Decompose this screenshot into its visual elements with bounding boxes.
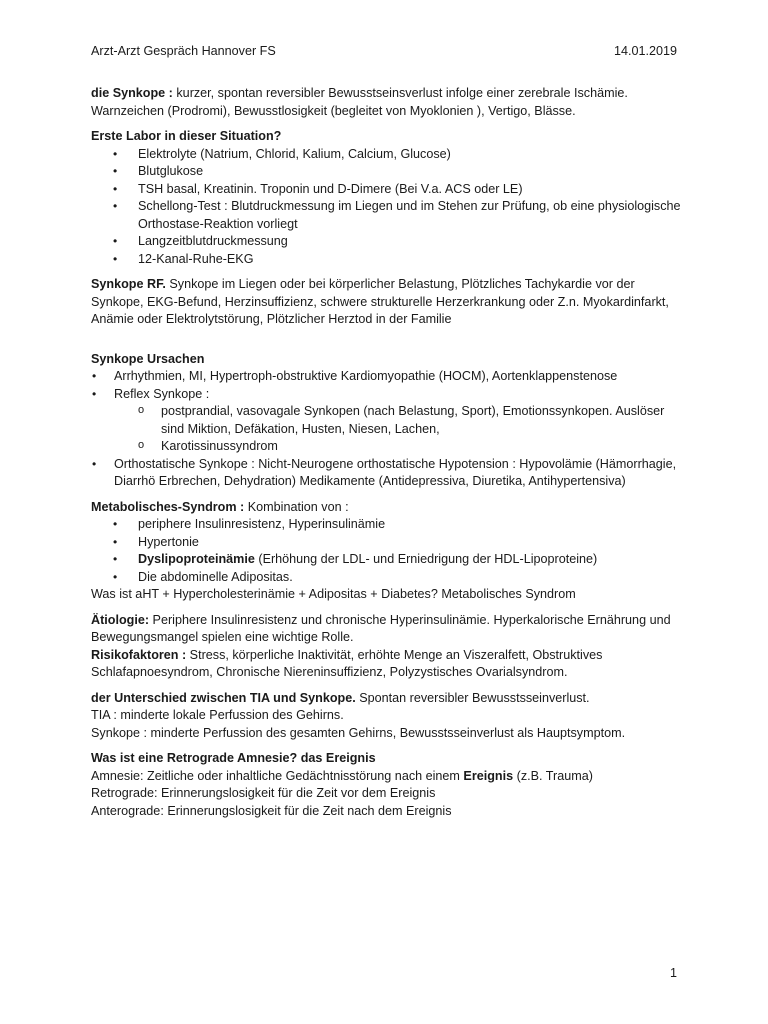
metab-rest: Kombination von : [244, 499, 349, 514]
synkope-line: Synkope : minderte Perfussion des gesamten Gehirns, Bewusstsseinverlust als Hauptsymptom. [91, 725, 626, 740]
aetiologie-section [91, 612, 681, 682]
tia-text: Spontan reversibler Bewusstsseinverlust. [355, 690, 590, 705]
header-title: Arzt-Arzt Gespräch Hannover FS [91, 44, 276, 58]
synkope-term: die Synkope : [91, 86, 173, 100]
labor-list [91, 146, 681, 269]
risikofaktoren-text: Stress, körperliche Inaktivität, erhöhte Menge an Viszeralfett, Obstruktives Schlafapnoesyndrom, Chronische Niereninsuffizienz, Polyzystisches Ovarialsyndrom. [91, 647, 603, 679]
amnesie-pre: Amnesie: Zeitliche oder inhaltliche Gedächtnisstörung nach einem [91, 768, 464, 783]
list-item: • Elektrolyte (Natrium, Chlorid, Kalium, Calcium, Glucose) [138, 146, 681, 164]
list-item: • Schellong-Test : Blutdruckmessung im Liegen und im Stehen zur Prüfung, ob eine physiologische Orthostase-Reaktion vorliegt [138, 198, 681, 233]
list-item: • Langzeitblutdruckmessung [138, 233, 681, 251]
list-item: • Blutglukose [138, 163, 681, 181]
tia-term: der Unterschied zwischen TIA und Synkope. [91, 690, 356, 705]
ursachen-section [91, 351, 681, 491]
sublist-item: o Karotissinussyndrom [161, 438, 681, 456]
list-item [114, 386, 681, 456]
dys-term: Dyslipoproteinämie [138, 552, 255, 566]
dys-rest: (Erhöhung der LDL- und Erniedrigung der HDL-Lipoproteine) [254, 552, 598, 566]
rf-text: Synkope im Liegen oder bei körperlicher Belastung, Plötzliches Tachykardie vor der Synkope, EKG-Befund, Herzinsuffizienz, schwere strukturelle Herzerkrankung oder Z.n. Myokardinfarkt, Anämie oder Elektrolytstörung, Plötzlicher Herztod in der Familie [91, 277, 669, 326]
amnesie-post: (z.B. Trauma) [513, 768, 593, 783]
list-item: • Hypertonie [138, 534, 681, 552]
list-item: • 12-Kanal-Ruhe-EKG [138, 251, 681, 269]
list-item: • Die abdominelle Adipositas. [138, 569, 681, 587]
sublist-item: o postprandial, vasovagale Synkopen (nach Belastung, Sport), Emotionssynkopen. Auslöser sind Miktion, Defäkation, Husten, Niesen, Lachen, [161, 403, 681, 438]
synkope-definition [91, 85, 681, 120]
ursachen-title: Synkope Ursachen [91, 351, 205, 366]
synkope-rf-section [91, 276, 681, 329]
page-header [91, 43, 677, 61]
document-body [91, 85, 681, 820]
synkope-symptoms: Warnzeichen (Prodromi), Bewusstlosigkeit (begleitet von Myoklonien ), Vertigo, Blässe. [91, 103, 576, 118]
rf-term: Synkope RF. [91, 277, 166, 291]
metab-list [91, 516, 681, 586]
metab-question: Was ist aHT + Hypercholesterinämie + Adipositas + Diabetes? Metabolisches Syndrom [91, 587, 576, 601]
labor-title: Erste Labor in dieser Situation? [91, 129, 282, 143]
amnesie-section [91, 750, 681, 820]
list-item [138, 551, 681, 569]
list-item: • Orthostatische Synkope : Nicht-Neurogene orthostatische Hypotension : Hypovolämie (Hämorrhagie, Diarrhö Erbrechen, Dehydration) Medikamente (Antidepressiva, Diuretika, Antihypertensiva) [114, 456, 681, 491]
risikofaktoren-term: Risikofaktoren : [91, 647, 187, 662]
tia-section [91, 690, 681, 743]
anterograde-line: Anterograde: Erinnerungslosigkeit für die Zeit nach dem Ereignis [91, 803, 452, 818]
header-date: 14.01.2019 [613, 44, 677, 58]
reflex-sublist [114, 403, 681, 456]
amnesie-title: Was ist eine Retrograde Amnesie? das Ereignis [91, 751, 376, 765]
reflex-synkope-label: Reflex Synkope : [114, 386, 210, 401]
list-item: • TSH basal, Kreatinin. Troponin und D-Dimere (Bei V.a. ACS oder LE) [138, 181, 681, 199]
list-item: • periphere Insulinresistenz, Hyperinsulinämie [138, 516, 681, 534]
retrograde-line: Retrograde: Erinnerungslosigkeit für die Zeit vor dem Ereignis [91, 786, 436, 800]
metab-term: Metabolisches-Syndrom : [91, 499, 245, 514]
synkope-def: kurzer, spontan reversibler Bewusstseinsverlust infolge einer zerebrale Ischämie. [172, 86, 628, 100]
amnesie-bold: Ereignis [463, 768, 514, 783]
tia-line: TIA : minderte lokale Perfussion des Gehirns. [91, 708, 344, 722]
ursachen-list [91, 368, 681, 491]
metabolisches-syndrom-section [91, 499, 681, 604]
list-item: • Arrhythmien, MI, Hypertroph-obstruktive Kardiomyopathie (HOCM), Aortenklappenstenose [114, 368, 681, 386]
aetiologie-text: Periphere Insulinresistenz und chronische Hyperinsulinämie. Hyperkalorische Ernährung und Bewegungsmangel spielen eine wichtige Rolle. [91, 612, 671, 644]
page-number: 1 [669, 966, 677, 980]
labor-section [91, 128, 681, 268]
aetiologie-term: Ätiologie: [91, 612, 150, 627]
